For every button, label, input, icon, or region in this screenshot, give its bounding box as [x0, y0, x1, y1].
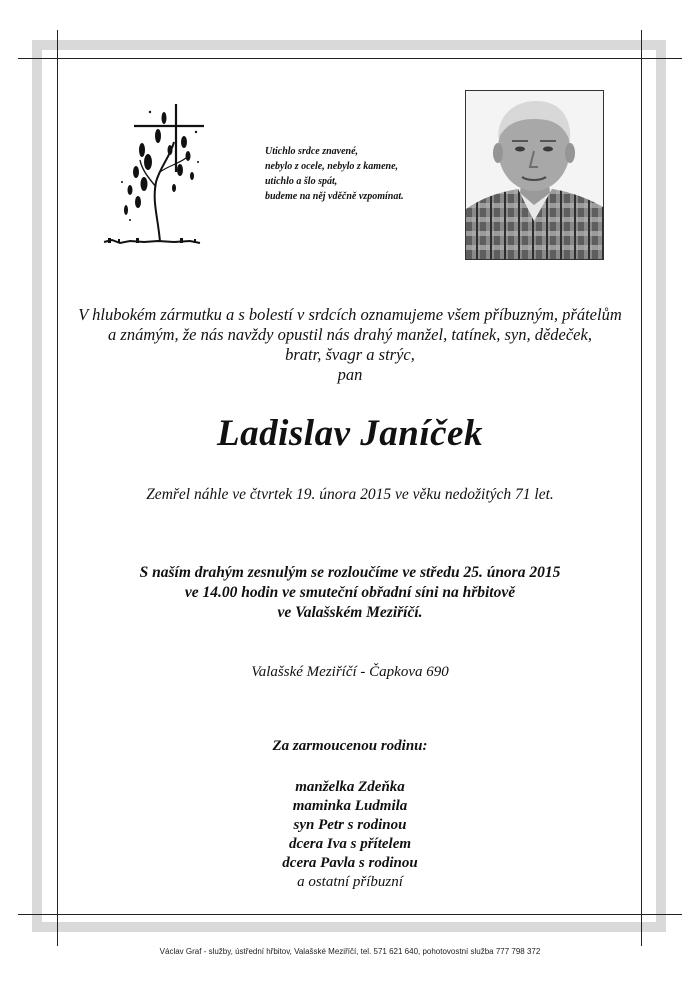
poem-line: budeme na něj vděčně vzpomínat. — [265, 191, 404, 202]
poem-line: utichlo a šlo spát, — [265, 176, 338, 187]
portrait-photo — [465, 90, 604, 260]
rule-left — [57, 30, 58, 946]
frame-band-bottom — [32, 922, 666, 932]
announcement-line: bratr, švagr a strýc, — [285, 345, 415, 364]
ceremony-info — [60, 563, 640, 623]
frame-band-left — [32, 40, 42, 932]
footer: Václav Graf - služby, ústřední hřbitov, Valašské Meziříčí, tel. 571 621 640, pohotovostní služba 777 798 372 — [159, 947, 541, 956]
death-notice: Zemřel náhle ve čtvrtek 19. února 2015 ve věku nedožitých 71 let. — [146, 486, 554, 503]
family-closing: a ostatní příbuzní — [297, 874, 403, 890]
ceremony-line: ve 14.00 hodin ve smuteční obřadní síni na hřbitově — [184, 584, 516, 601]
family-heading: Za zarmoucenou rodinu: — [272, 738, 428, 754]
ceremony-line: ve Valašském Meziříčí. — [277, 604, 423, 621]
family-member: maminka Ludmila — [292, 798, 408, 814]
family-list — [60, 778, 640, 892]
family-member: dcera Iva s přítelem — [288, 836, 412, 852]
family-member: syn Petr s rodinou — [293, 817, 407, 833]
address: Valašské Meziříčí - Čapkova 690 — [251, 664, 449, 680]
poem-line: nebylo z ocele, nebylo z kamene, — [265, 161, 399, 172]
poem — [265, 144, 455, 204]
tree-with-cross-icon — [100, 92, 210, 252]
family-member: dcera Pavla s rodinou — [282, 855, 418, 871]
announcement-line: a známým, že nás navždy opustil nás drahý manžel, tatínek, syn, dědeček, — [108, 325, 592, 344]
announcement-line: pan — [337, 365, 363, 384]
ceremony-line: S naším drahým zesnulým se rozloučíme ve středu 25. února 2015 — [139, 564, 561, 581]
frame-band-top — [32, 40, 666, 50]
poem-line: Utichlo srdce znavené, — [265, 146, 359, 157]
frame-band-right — [656, 40, 666, 932]
rule-right — [641, 30, 642, 946]
rule-top — [18, 58, 682, 59]
announcement-line: V hlubokém zármutku a s bolestí v srdcích oznamujeme všem příbuzným, přátelům — [78, 305, 622, 324]
deceased-name: Ladislav Janíček — [217, 413, 483, 454]
family-member: manželka Zdeňka — [295, 779, 405, 795]
rule-bottom — [18, 914, 682, 915]
announcement — [60, 305, 640, 385]
